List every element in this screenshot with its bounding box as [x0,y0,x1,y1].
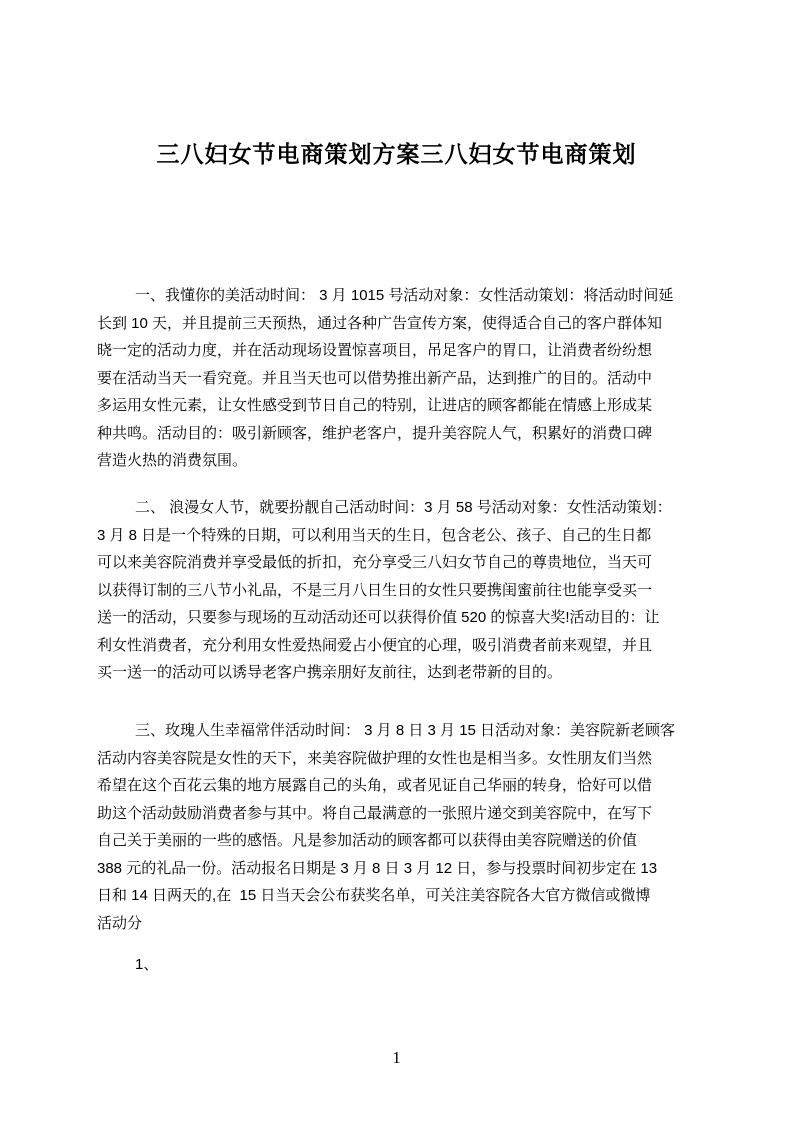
text-line: 二、 浪漫女人节，就要扮靓自己活动时间：3 月 58 号活动对象：女性活动策划： [135,499,672,516]
text-line: 可以来美容院消费并享受最低的折扣，充分享受三八妇女节自己的尊贵地位，当天可 [97,554,653,571]
text-line: 1、 [135,956,159,973]
document-title: 三八妇女节电商策划方案三八妇女节电商策划 [156,141,637,167]
paragraph-section-3 [97,717,703,937]
text-line: 希望在这个百花云集的地方展露自己的头角，或者见证自己华丽的转身，恰好可以借 [97,777,653,794]
paragraph-section-2 [97,494,703,687]
text-line: 三、玫瑰人生幸福常伴活动时间： 3 月 8 日 3 月 15 日活动对象：美容院新老顾客 [135,722,676,739]
text-line: 多运用女性元素，让女性感受到节日自己的特别，让进店的顾客都能在情感上形成某 [97,397,653,414]
text-line: 日和 14 日两天的,在 15 日当天会公布获奖名单，可关注美容院各大官方微信或微博 [97,887,651,904]
text-line: 活动分 [97,914,143,932]
text-line: 以获得订制的三八节小礼品，不是三月八日生日的女性只要携闺蜜前往也能享受买一 [97,581,653,599]
list-item-1 [97,951,703,979]
text-line: 种共鸣。活动目的：吸引新顾客，维护老客户，提升美容院人气，积累好的消费口碑 [97,424,653,442]
text-line: 活动内容美容院是女性的天下，来美容院做护理的女性也是相当多。女性朋友们当然 [97,749,653,767]
text-line: 3 月 8 日是一个特殊的日期，可以利用当天的生日，包含老公、孩子、自己的生日都 [97,526,652,544]
text-line: 自己关于美丽的一些的感悟。凡是参加活动的顾客都可以获得由美容院赠送的价值 [97,832,638,849]
text-line: 晓一定的活动力度，并在活动现场设置惊喜项目，吊足客户的胃口，让消费者纷纷想 [97,342,653,359]
text-line: 长到 10 天，并且提前三天预热，通过各种广告宣传方案，使得适合自己的客户群体知 [97,314,663,332]
text-line: 营造火热的消费氛围。 [97,452,248,469]
text-line: 要在活动当天一看究竟。并且当天也可以借势推出新产品，达到推广的目的。活动中 [97,369,653,387]
text-line: 助这个活动鼓励消费者参与其中。将自己最满意的一张照片递交到美容院中，在写下 [97,804,653,822]
page-number: 1 [392,1048,401,1067]
text-line: 送一的活动，只要参与现场的互动活动还可以获得价值 520 的惊喜大奖!活动目的：让 [97,609,660,626]
paragraph-section-1 [97,282,703,475]
text-line: 一、我懂你的美活动时间： 3 月 1015 号活动对象：女性活动策划：将活动时间延 [135,287,674,304]
text-line: 388 元的礼品一份。活动报名日期是 3 月 8 日 3 月 12 日，参与投票时间初步定在 13 [97,859,658,877]
text-line: 买一送一的活动可以诱导老客户携亲朋好友前往，达到老带新的目的。 [97,664,563,681]
text-line: 利女性消费者，充分利用女性爱热闹爱占小便宜的心理，吸引消费者前来观望，并且 [97,636,653,654]
